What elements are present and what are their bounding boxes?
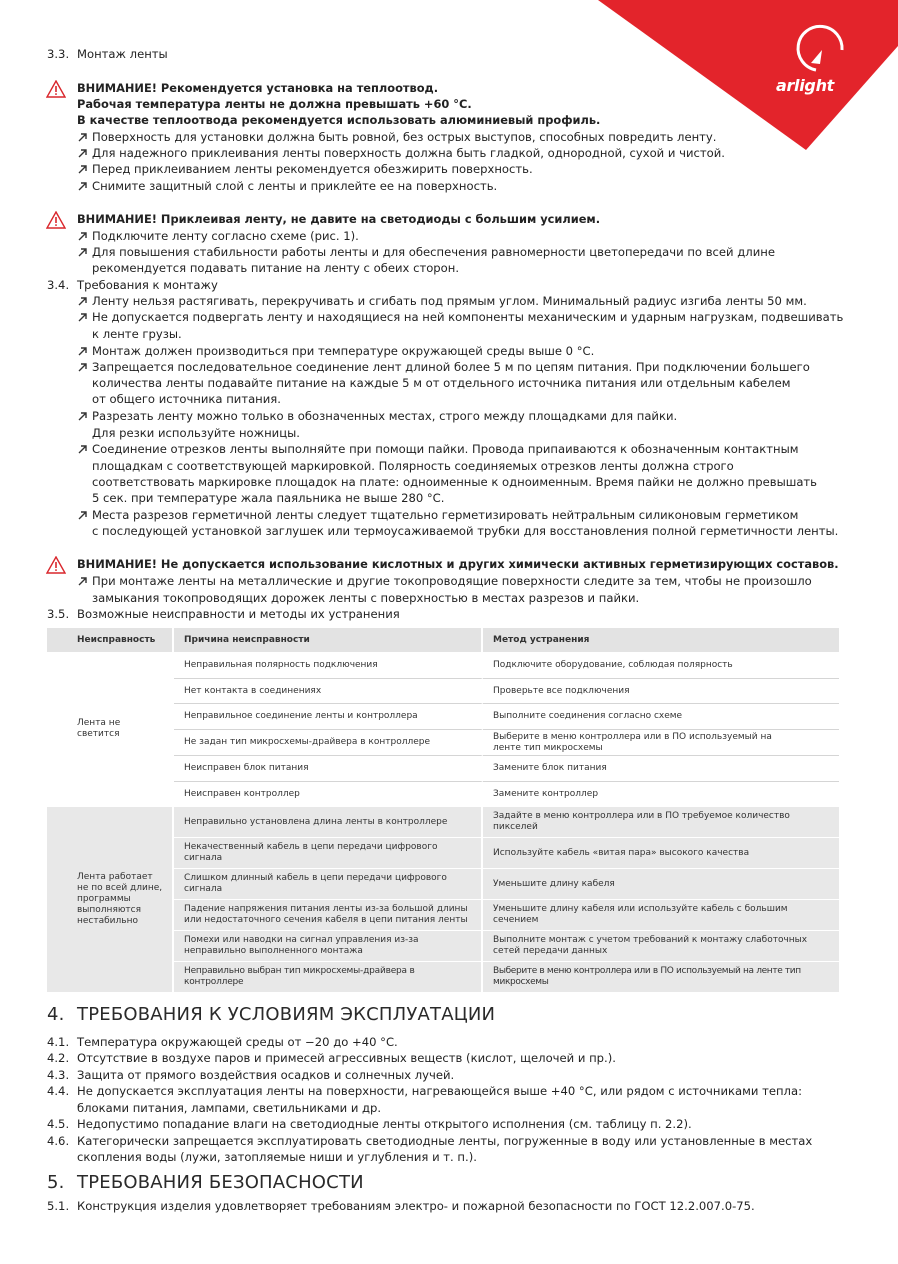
list-item-continued: рекомендуется подавать питание на ленту с обеих сторон. <box>92 261 460 275</box>
arrow-bullet-icon <box>78 312 88 322</box>
list-item: Подключите ленту согласно схеме (рис. 1). <box>92 229 359 243</box>
brand-corner-banner <box>598 0 898 150</box>
list-item: Ленту нельзя растягивать, перекручивать и сгибать под прямым углом. Минимальный радиус изгиба ленты 50 мм. <box>92 294 807 308</box>
list-item-continued: соответствовать маркировке площадок на плате: одноименные к одноименным. Время пайки не должно превышать <box>92 475 818 489</box>
item-text: Не допускается эксплуатация ленты на поверхности, нагревающейся выше +40 °C, или рядом с источниками тепла: <box>77 1084 802 1098</box>
remedy-cell: Замените контроллер <box>483 781 839 806</box>
cause-cell: Некачественный кабель в цепи передачи цифрового сигнала <box>174 837 483 868</box>
chapter-number: 5. <box>47 1172 65 1193</box>
list-item-continued: с последующей установкой заглушек или термоусаживаемой трубки для восстановления полной герметичности ленты. <box>92 524 839 538</box>
cause-cell: Помехи или наводки на сигнал управления из-за неправильно выполненного монтажа <box>174 930 483 961</box>
remedy-cell: Замените блок питания <box>483 755 839 781</box>
cause-cell: Не задан тип микросхемы-драйвера в контроллере <box>174 729 483 755</box>
arrow-bullet-icon <box>78 181 88 191</box>
warning-triangle-icon <box>46 211 66 229</box>
table-header-cell: Причина неисправности <box>174 628 483 652</box>
remedy-cell: Выберите в меню контроллера или в ПО используемый на ленте тип микросхемы <box>483 961 839 992</box>
warning-triangle-icon <box>46 80 66 98</box>
item-number: 4.2. <box>47 1051 70 1065</box>
warning-text: ВНИМАНИЕ! Приклеивая ленту, не давите на светодиоды с большим усилием. <box>77 212 601 226</box>
cause-cell: Слишком длинный кабель в цепи передачи цифрового сигнала <box>174 868 483 899</box>
warning-text: В качестве теплоотвода рекомендуется использовать алюминиевый профиль. <box>77 113 601 127</box>
arrow-bullet-icon <box>78 164 88 174</box>
chapter-number: 4. <box>47 1004 65 1025</box>
list-item-continued: к ленте грузы. <box>92 327 182 341</box>
remedy-cell: Выберите в меню контроллера или в ПО используемый на ленте тип микросхемы <box>483 729 839 755</box>
item-number: 4.4. <box>47 1084 70 1098</box>
section-number: 3.3. <box>47 47 70 61</box>
cause-cell: Неправильное соединение ленты и контроллера <box>174 703 483 729</box>
remedy-cell: Уменьшите длину кабеля или используйте кабель с большим сечением <box>483 899 839 930</box>
table-header-cell: Неисправность <box>47 628 174 652</box>
remedy-cell: Выполните соединения согласно схеме <box>483 703 839 729</box>
arrow-bullet-icon <box>78 510 88 520</box>
chapter-title: ТРЕБОВАНИЯ К УСЛОВИЯМ ЭКСПЛУАТАЦИИ <box>77 1004 496 1025</box>
list-item: Поверхность для установки должна быть ровной, без острых выступов, способных повредить ленту. <box>92 130 717 144</box>
item-number: 4.1. <box>47 1035 70 1049</box>
table-row <box>47 806 839 837</box>
list-item: Монтаж должен производиться при температуре окружающей среды выше 0 °C. <box>92 344 595 358</box>
remedy-cell: Задайте в меню контроллера или в ПО требуемое количество пикселей <box>483 806 839 837</box>
fault-table <box>47 628 839 992</box>
arrow-bullet-icon <box>78 444 88 454</box>
arrow-bullet-icon <box>78 411 88 421</box>
table-row <box>47 652 839 678</box>
item-number: 4.6. <box>47 1134 70 1148</box>
fault-cell: Лента работает не по всей длине, программы выполняются нестабильно <box>47 806 174 992</box>
list-item-continued: количества ленты подавайте питание на каждые 5 м от отдельного источника питания или отдельным кабелем <box>92 376 791 390</box>
list-item: Для повышения стабильности работы ленты и для обеспечения равномерности цветопередачи по всей длине <box>92 245 775 259</box>
item-number: 4.5. <box>47 1117 70 1131</box>
cause-cell: Падение напряжения питания ленты из-за большой длины или недостаточного сечения кабеля в цепи питания ленты <box>174 899 483 930</box>
cause-cell: Неправильно установлена длина ленты в контроллере <box>174 806 483 837</box>
section-number: 3.4. <box>47 278 70 292</box>
cause-cell: Неправильная полярность подключения <box>174 652 483 678</box>
list-item: При монтаже ленты на металлические и другие токопроводящие поверхности следите за тем, чтобы не произошло <box>92 574 812 588</box>
arrow-bullet-icon <box>78 231 88 241</box>
list-item: Перед приклеиванием ленты рекомендуется обезжирить поверхность. <box>92 162 533 176</box>
arrow-bullet-icon <box>78 148 88 158</box>
table-header-cell: Метод устранения <box>483 628 839 652</box>
fault-cell: Лента не светится <box>47 652 174 806</box>
section-title: Монтаж ленты <box>77 47 168 61</box>
arrow-bullet-icon <box>78 296 88 306</box>
list-item-continued: Для резки используйте ножницы. <box>92 426 300 440</box>
section-number: 3.5. <box>47 607 70 621</box>
cause-cell: Неисправен блок питания <box>174 755 483 781</box>
item-number: 4.3. <box>47 1068 70 1082</box>
arrow-bullet-icon <box>78 247 88 257</box>
item-text: Температура окружающей среды от −20 до +40 °C. <box>77 1035 398 1049</box>
arrow-bullet-icon <box>78 362 88 372</box>
list-item-continued: 5 сек. при температуре жала паяльника не выше 280 °C. <box>92 491 445 505</box>
section-title: Требования к монтажу <box>77 278 218 292</box>
remedy-cell: Подключите оборудование, соблюдая полярность <box>483 652 839 678</box>
list-item: Для надежного приклеивания ленты поверхность должна быть гладкой, однородной, сухой и чистой. <box>92 146 725 160</box>
list-item: Соединение отрезков ленты выполняйте при помощи пайки. Провода припаиваются к обозначенным контактным <box>92 442 799 456</box>
item-text-continued: блоками питания, лампами, светильниками и др. <box>77 1101 382 1115</box>
remedy-cell: Используйте кабель «витая пара» высокого качества <box>483 837 839 868</box>
remedy-cell: Проверьте все подключения <box>483 678 839 703</box>
item-text: Недопустимо попадание влаги на светодиодные ленты открытого исполнения (см. таблицу п. 2.2). <box>77 1117 692 1131</box>
warning-text: ВНИМАНИЕ! Рекомендуется установка на теплоотвод. <box>77 81 439 95</box>
list-item: Снимите защитный слой с ленты и приклейте ее на поверхность. <box>92 179 498 193</box>
item-text: Защита от прямого воздействия осадков и солнечных лучей. <box>77 1068 455 1082</box>
item-text: Отсутствие в воздухе паров и примесей агрессивных веществ (кислот, щелочей и пр.). <box>77 1051 616 1065</box>
item-number: 5.1. <box>47 1199 70 1213</box>
arrow-bullet-icon <box>78 346 88 356</box>
warning-triangle-icon <box>46 556 66 574</box>
list-item-continued: площадкам с соответствующей маркировкой. Полярность соединяемых отрезков ленты должна строго <box>92 459 734 473</box>
list-item: Не допускается подвергать ленту и находящиеся на ней компоненты механическим и ударным нагрузкам, подвешивать <box>92 310 844 324</box>
chapter-title: ТРЕБОВАНИЯ БЕЗОПАСНОСТИ <box>77 1172 364 1193</box>
warning-text: ВНИМАНИЕ! Не допускается использование кислотных и других химически активных герметизирующих составов. <box>77 557 839 571</box>
list-item-continued: замыкания токопроводящих дорожек ленты с поверхностью в местах разрезов и пайки. <box>92 591 640 605</box>
cause-cell: Нет контакта в соединениях <box>174 678 483 703</box>
warning-text: Рабочая температура ленты не должна превышать +60 °C. <box>77 97 472 111</box>
item-text: Категорически запрещается эксплуатировать светодиодные ленты, погруженные в воду или установленные в местах <box>77 1134 813 1148</box>
item-text-continued: скопления воды (лужи, затопляемые ниши и углубления и т. п.). <box>77 1150 477 1164</box>
section-title: Возможные неисправности и методы их устранения <box>77 607 400 621</box>
cause-cell: Неисправен контроллер <box>174 781 483 806</box>
list-item: Разрезать ленту можно только в обозначенных местах, строго между площадками для пайки. <box>92 409 678 423</box>
table-header-row <box>47 628 839 652</box>
list-item: Запрещается последовательное соединение лент длиной более 5 м по цепям питания. При подключении большего <box>92 360 810 374</box>
remedy-cell: Выполните монтаж с учетом требований к монтажу слаботочных сетей передачи данных <box>483 930 839 961</box>
arrow-bullet-icon <box>78 576 88 586</box>
list-item-continued: от общего источника питания. <box>92 392 281 406</box>
remedy-cell: Уменьшите длину кабеля <box>483 868 839 899</box>
brand-logo-text: arlight <box>775 76 835 95</box>
cause-cell: Неправильно выбран тип микросхемы-драйвера в контроллере <box>174 961 483 992</box>
list-item: Места разрезов герметичной ленты следует тщательно герметизировать нейтральным силиконовым герметиком <box>92 508 799 522</box>
item-text: Конструкция изделия удовлетворяет требованиям электро- и пожарной безопасности по ГОСТ 12.2.007.0-75. <box>77 1199 755 1213</box>
arrow-bullet-icon <box>78 132 88 142</box>
